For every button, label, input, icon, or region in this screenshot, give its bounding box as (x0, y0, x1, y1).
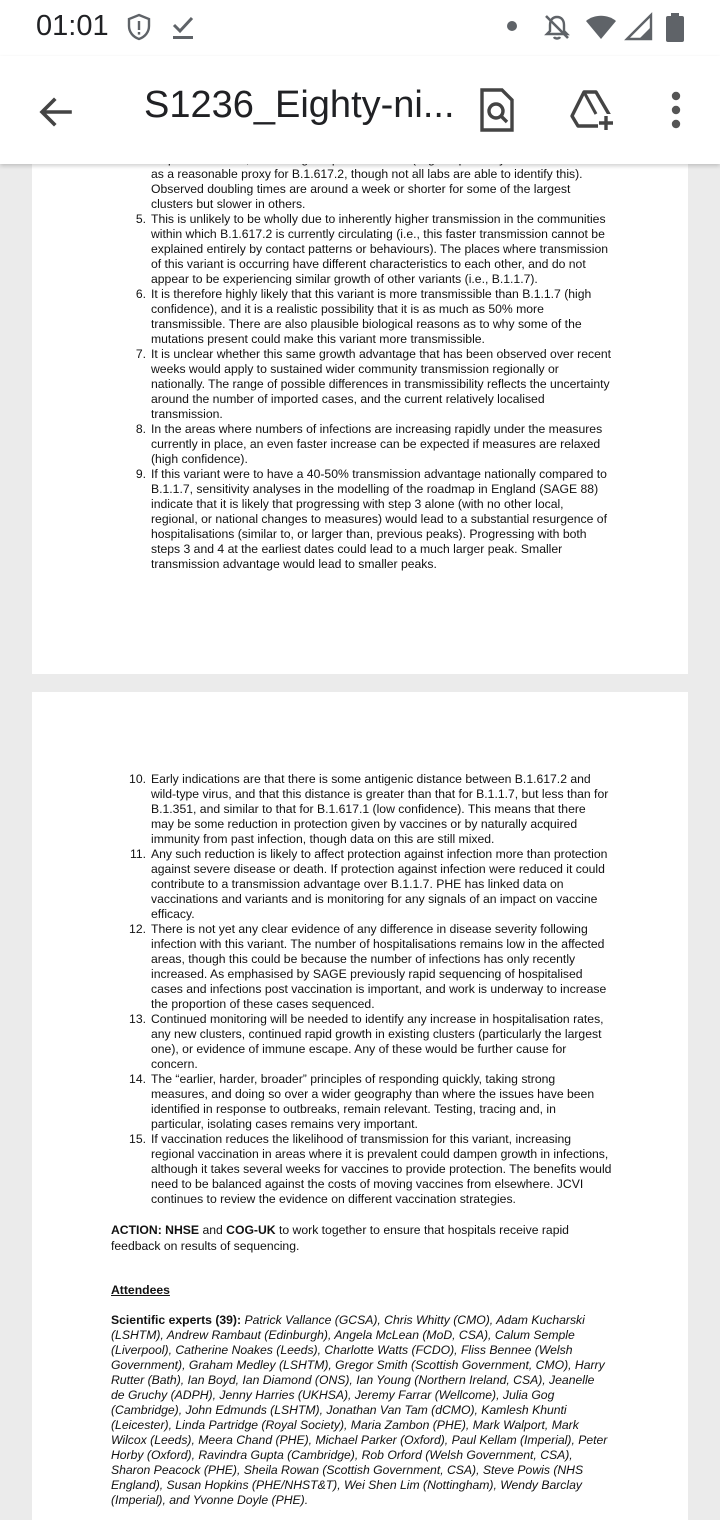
attendees-heading: Attendees (111, 1283, 170, 1297)
list-item-continuation: as a reasonable proxy for B.1.617.2, though not all labs are able to identify this). Observed doubling times are around a week or shorter for some of the largest clusters but slower in others. (151, 167, 583, 211)
document-page-1[interactable] (32, 140, 688, 674)
find-in-page-icon[interactable] (470, 84, 522, 136)
back-arrow-icon[interactable] (34, 90, 78, 134)
wifi-icon (584, 12, 618, 42)
list-item: 6. It is therefore highly likely that this variant is more transmissible than B.1.1.7 (high confidence), and it is a realistic possibility that it is as much as 50% more transmissible. There are also plausible biological reasons as to why some of the mutations present could make this variant more transmissible. (135, 287, 592, 346)
list-item: 12. There is not yet any clear evidence of any difference in disease severity following infection with this variant. The number of hospitalisations remains low in the affected areas, though this could be because the number of infections has only recently increased. As emphasised by SAGE previously rapid sequencing of hospitalised cases and infections post vaccination is important, and work is underway to increase the proportion of these cases sequenced. (129, 922, 607, 1011)
battery-icon (664, 12, 686, 44)
status-time: 01:01 (36, 10, 109, 42)
list-item: 7. It is unclear whether this same growth advantage that has been observed over recent weeks would apply to sustained wider community transmission regionally or nationally. The range of possible differences in transmissibility reflects the uncertainty around the number of imported cases, and the current relatively localised transmission. (135, 347, 612, 421)
list-item: 13. Continued monitoring will be needed to identify any increase in hospitalisation rates, any new clusters, continued rapid growth in existing clusters (particularly the largest one), or evidence of immune escape. Any of these would be further cause for concern. (129, 1012, 604, 1071)
more-options-icon[interactable] (652, 84, 704, 136)
document-title: S1236_Eighty-ni... (144, 84, 455, 126)
numbered-list-page-1 (32, 152, 688, 572)
status-bar (0, 0, 720, 56)
attendees-list: Scientific experts (39): Patrick Vallance (GCSA), Chris Whitty (CMO), Adam Kucharski (LSHTM), Andrew Rambaut (Edinburgh), Angela McLean (MoD, CSA), Calum Semple (Liverpool), Catherine Noakes (Leeds), Charlotte Watts (FCDO), Fliss Bennee (Welsh Government), Graham Medley (LSHTM), Gregor Smith (Scottish Government, CMO), Harry Rutter (Bath), Ian Boyd, Ian Diamond (ONS), Ian Young (Northern Ireland, CSA), Jeanelle de Gruchy (ADPH), Jenny Harries (UKHSA), Jeremy Farrar (Wellcome), Julia Gog (Cambridge), John Edmunds (LSHTM), Jonathan Van Tam (dCMO), Kamlesh Khunti (Leicester), Linda Partridge (Royal Society), Maria Zambon (PHE), Mark Walport, Mark Wilcox (Leeds), Meera Chand (PHE), Michael Parker (Oxford), Paul Kellam (Imperial), Peter Horby (Oxford), Ravindra Gupta (Cambridge), Rob Orford (Welsh Government, CSA), Sharon Peacock (PHE), Sheila Rowan (Scottish Government, CSA), Steve Powis (NHS England), Susan Hopkins (PHE/NHST&T), Wei Shen Lim (Nottingham), Wendy Barclay (Imperial), and Yvonne Doyle (PHE). (111, 1313, 608, 1507)
list-item: 8. In the areas where numbers of infections are increasing rapidly under the measures currently in place, an even faster increase can be expected if measures are relaxed (high confidence). (135, 422, 603, 466)
list-item: 11. Any such reduction is likely to affect protection against infection more than protection against severe disease or death. If protection against infection were reduced it could contribute to a transmission advantage over B.1.1.7. PHE has linked data on vaccinations and variants and is monitoring for any signals of an impact on vaccine efficacy. (129, 847, 608, 921)
list-item: 5. This is unlikely to be wholly due to inherently higher transmission in the communities within which B.1.617.2 is currently circulating (i.e., this faster transmission cannot be explained entirely by contact patterns or behaviours). The places where transmission of this variant is occurring have different characteristics to each other, and do not appear to be experiencing similar growth of other variants (i.e., B.1.1.7). (135, 212, 609, 286)
document-page-2[interactable] (32, 692, 688, 1520)
list-item: 14. The “earlier, harder, broader” principles of responding quickly, taking strong measures, and doing so over a wider geography than where the issues have been identified in response to outbreaks, remain relevant. Testing, tracing and, in particular, isolating cases remains very important. (129, 1072, 595, 1131)
download-done-icon (168, 12, 198, 42)
add-to-drive-icon[interactable] (566, 84, 618, 136)
action-paragraph: ACTION: NHSE and COG-UK to work together to ensure that hospitals receive rapid feedback on results of sequencing. (111, 1223, 569, 1253)
app-bar (0, 56, 720, 164)
list-item: 15. If vaccination reduces the likelihood of transmission for this variant, increasing regional vaccination in areas where it is prevalent could dampen growth in infections, although it takes several weeks for vaccines to provide protection. The benefits would need to be balanced against the costs of moving vaccines from elsewhere. JCVI continues to review the evidence on different vaccination strategies. (129, 1132, 612, 1206)
shield-alert-icon (124, 12, 154, 42)
notification-dot-icon (504, 18, 520, 34)
cell-signal-icon (624, 12, 654, 42)
numbered-list-page-2 (32, 772, 688, 1207)
list-item: 9. If this variant were to have a 40-50% transmission advantage nationally compared to B.1.1.7, sensitivity analyses in the modelling of the roadmap in England (SAGE 88) indicate that it is likely that progressing with step 3 alone (with no other local, regional, or national changes to measures) would lead to a substantial resurgence of hospitalisations (similar to, or larger than, previous peaks). Progressing with both steps 3 and 4 at the earliest dates could lead to a much larger peak. Smaller transmission advantage would lead to smaller peaks. (135, 467, 607, 571)
list-item: 10. Early indications are that there is some antigenic distance between B.1.617.2 and wild-type virus, and that this distance is greater than that for B.1.1.7, but less than for B.1.351, and similar to that for B.1.617.1 (low confidence). This means that there may be some reduction in protection given by vaccines or by naturally acquired immunity from past infection, though data on this are still mixed. (129, 772, 609, 846)
bell-off-icon (542, 12, 572, 42)
